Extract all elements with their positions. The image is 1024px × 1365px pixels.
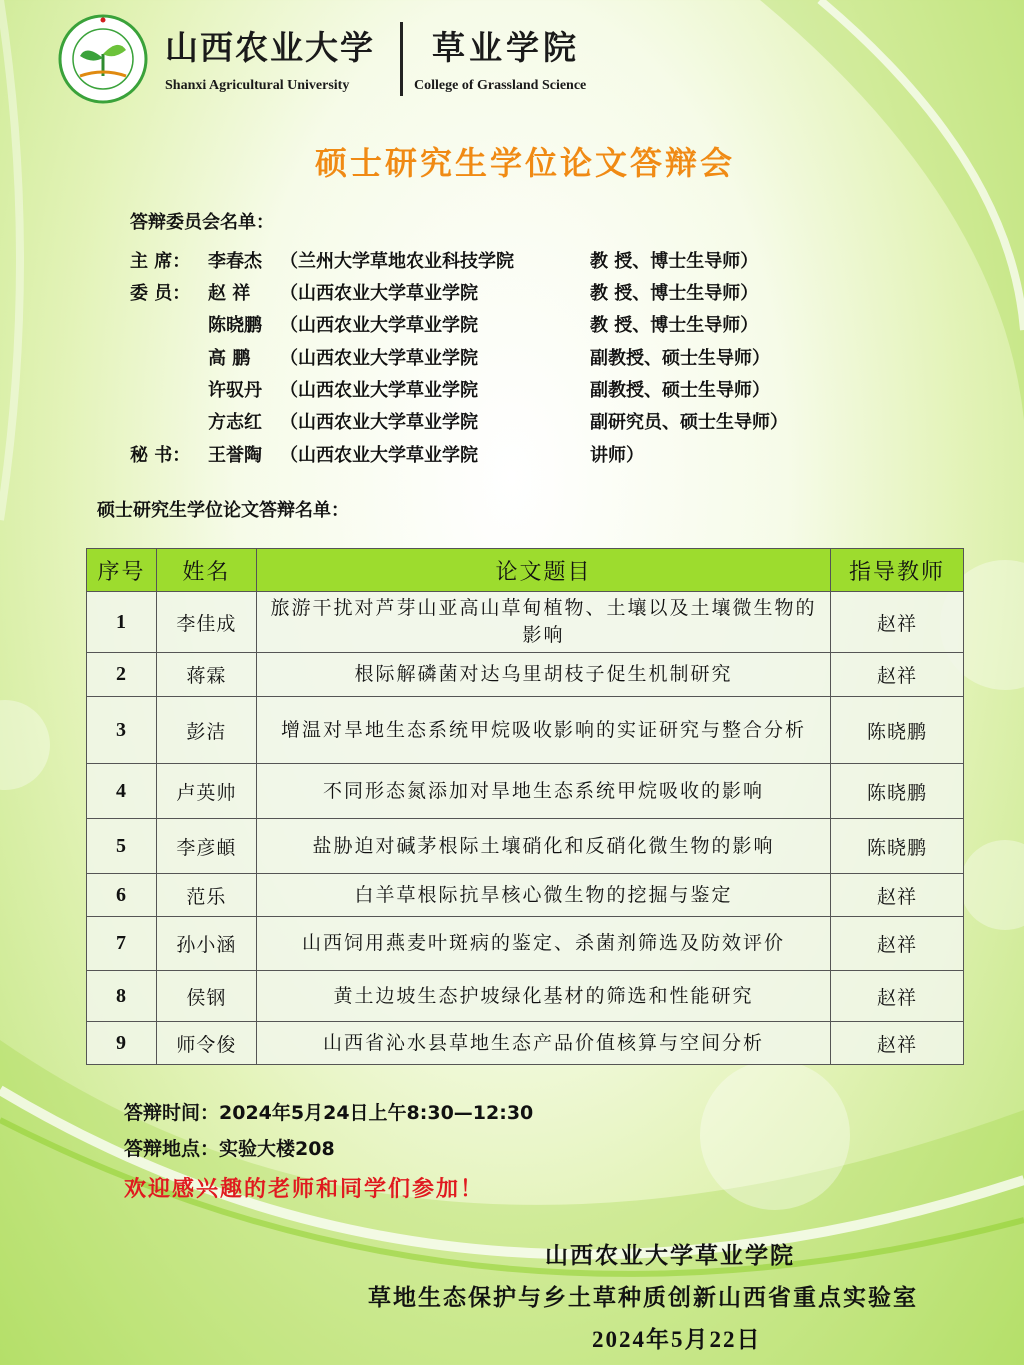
thesis-table bbox=[86, 548, 964, 1065]
university-name-cn: 山西农业大学 bbox=[165, 28, 375, 67]
member-title: 副教授、硕士生导师） bbox=[590, 348, 770, 369]
cell-advisor: 陈晓鹏 bbox=[831, 819, 964, 874]
member-title: 教 授、博士生导师） bbox=[590, 251, 759, 272]
cell-topic: 黄土边坡生态护坡绿化基材的筛选和性能研究 bbox=[256, 971, 830, 1022]
table-row bbox=[87, 874, 964, 917]
table-row bbox=[87, 1022, 964, 1065]
member-name: 王誉陶 bbox=[208, 445, 262, 466]
col-header-topic: 论文题目 bbox=[256, 549, 830, 592]
table-row bbox=[87, 592, 964, 653]
cell-name: 卢英帅 bbox=[156, 764, 256, 819]
sprout-logo-icon bbox=[58, 14, 148, 104]
cell-advisor: 赵祥 bbox=[831, 971, 964, 1022]
cell-no: 8 bbox=[87, 971, 157, 1022]
member-title: 讲师） bbox=[590, 445, 644, 466]
cell-topic: 山西饲用燕麦叶斑病的鉴定、杀菌剂筛选及防效评价 bbox=[256, 917, 830, 971]
cell-name: 范乐 bbox=[156, 874, 256, 917]
member-title: 教 授、博士生导师） bbox=[590, 283, 759, 304]
table-row bbox=[87, 819, 964, 874]
cell-name: 彭洁 bbox=[156, 697, 256, 764]
member-unit: （山西农业大学草业学院 bbox=[280, 348, 478, 369]
defense-place: 答辩地点：实验大楼208 bbox=[124, 1138, 335, 1160]
signature-org-college: 山西农业大学草业学院 bbox=[545, 1242, 795, 1269]
cell-name: 师令俊 bbox=[156, 1022, 256, 1065]
university-name-en: Shanxi Agricultural University bbox=[165, 78, 350, 93]
cell-name: 侯钢 bbox=[156, 971, 256, 1022]
cell-topic: 旅游干扰对芦芽山亚高山草甸植物、土壤以及土壤微生物的影响 bbox=[256, 592, 830, 653]
cell-topic: 山西省沁水县草地生态产品价值核算与空间分析 bbox=[256, 1022, 830, 1065]
cell-no: 3 bbox=[87, 697, 157, 764]
member-name: 方志红 bbox=[208, 412, 262, 433]
member-role: 主 席： bbox=[130, 251, 191, 272]
col-header-name: 姓名 bbox=[156, 549, 256, 592]
cell-advisor: 陈晓鹏 bbox=[831, 764, 964, 819]
table-row bbox=[87, 653, 964, 697]
member-name: 陈晓鹏 bbox=[208, 315, 262, 336]
page-title: 硕士研究生学位论文答辩会 bbox=[314, 144, 735, 182]
member-title: 副研究员、硕士生导师） bbox=[590, 412, 788, 433]
member-unit: （山西农业大学草业学院 bbox=[280, 380, 478, 401]
member-name: 高 鹏 bbox=[208, 348, 251, 369]
cell-topic: 不同形态氮添加对旱地生态系统甲烷吸收的影响 bbox=[256, 764, 830, 819]
university-logo bbox=[58, 14, 148, 104]
welcome-message: 欢迎感兴趣的老师和同学们参加！ bbox=[124, 1176, 485, 1202]
member-name: 许驭丹 bbox=[208, 380, 262, 401]
table-row bbox=[87, 764, 964, 819]
cell-advisor: 赵祥 bbox=[831, 1022, 964, 1065]
cell-topic: 白羊草根际抗旱核心微生物的挖掘与鉴定 bbox=[256, 874, 830, 917]
table-row bbox=[87, 697, 964, 764]
cell-topic: 根际解磷菌对达乌里胡枝子促生机制研究 bbox=[256, 653, 830, 697]
thesis-list-heading: 硕士研究生学位论文答辩名单： bbox=[97, 500, 349, 521]
member-unit: （山西农业大学草业学院 bbox=[280, 315, 478, 336]
table-header-row bbox=[87, 549, 964, 592]
cell-no: 7 bbox=[87, 917, 157, 971]
cell-no: 1 bbox=[87, 592, 157, 653]
cell-name: 孙小涵 bbox=[156, 917, 256, 971]
member-unit: （山西农业大学草业学院 bbox=[280, 445, 478, 466]
cell-advisor: 赵祥 bbox=[831, 917, 964, 971]
decorative-bubble bbox=[700, 1060, 850, 1210]
cell-advisor: 赵祥 bbox=[831, 874, 964, 917]
header-divider bbox=[400, 22, 403, 96]
defense-time: 答辩时间：2024年5月24日上午8:30—12:30 bbox=[124, 1102, 534, 1124]
member-title: 教 授、博士生导师） bbox=[590, 315, 759, 336]
cell-name: 李彦頔 bbox=[156, 819, 256, 874]
member-unit: （兰州大学草地农业科技学院 bbox=[280, 251, 514, 272]
college-name-cn: 草业学院 bbox=[432, 28, 580, 67]
cell-no: 5 bbox=[87, 819, 157, 874]
member-name: 赵 祥 bbox=[208, 283, 251, 304]
member-title: 副教授、硕士生导师） bbox=[590, 380, 770, 401]
decorative-bubble bbox=[0, 700, 50, 790]
table-row bbox=[87, 917, 964, 971]
cell-topic: 增温对旱地生态系统甲烷吸收影响的实证研究与整合分析 bbox=[256, 697, 830, 764]
member-unit: （山西农业大学草业学院 bbox=[280, 283, 478, 304]
cell-no: 2 bbox=[87, 653, 157, 697]
col-header-advisor: 指导教师 bbox=[831, 549, 964, 592]
table-row bbox=[87, 971, 964, 1022]
signature-date: 2024年5月22日 bbox=[592, 1327, 762, 1352]
cell-name: 蒋霖 bbox=[156, 653, 256, 697]
member-name: 李春杰 bbox=[208, 251, 262, 272]
signature-org-lab: 草地生态保护与乡土草种质创新山西省重点实验室 bbox=[368, 1284, 918, 1311]
member-role: 委 员： bbox=[130, 283, 191, 304]
cell-name: 李佳成 bbox=[156, 592, 256, 653]
cell-advisor: 赵祥 bbox=[831, 592, 964, 653]
college-name-en: College of Grassland Science bbox=[414, 78, 587, 93]
cell-no: 6 bbox=[87, 874, 157, 917]
cell-topic: 盐胁迫对碱茅根际土壤硝化和反硝化微生物的影响 bbox=[256, 819, 830, 874]
col-header-no: 序号 bbox=[87, 549, 157, 592]
cell-no: 9 bbox=[87, 1022, 157, 1065]
member-unit: （山西农业大学草业学院 bbox=[280, 412, 478, 433]
committee-heading: 答辩委员会名单： bbox=[130, 212, 274, 233]
cell-no: 4 bbox=[87, 764, 157, 819]
member-role: 秘 书： bbox=[130, 445, 191, 466]
cell-advisor: 陈晓鹏 bbox=[831, 697, 964, 764]
decorative-bubble bbox=[960, 840, 1024, 930]
cell-advisor: 赵祥 bbox=[831, 653, 964, 697]
